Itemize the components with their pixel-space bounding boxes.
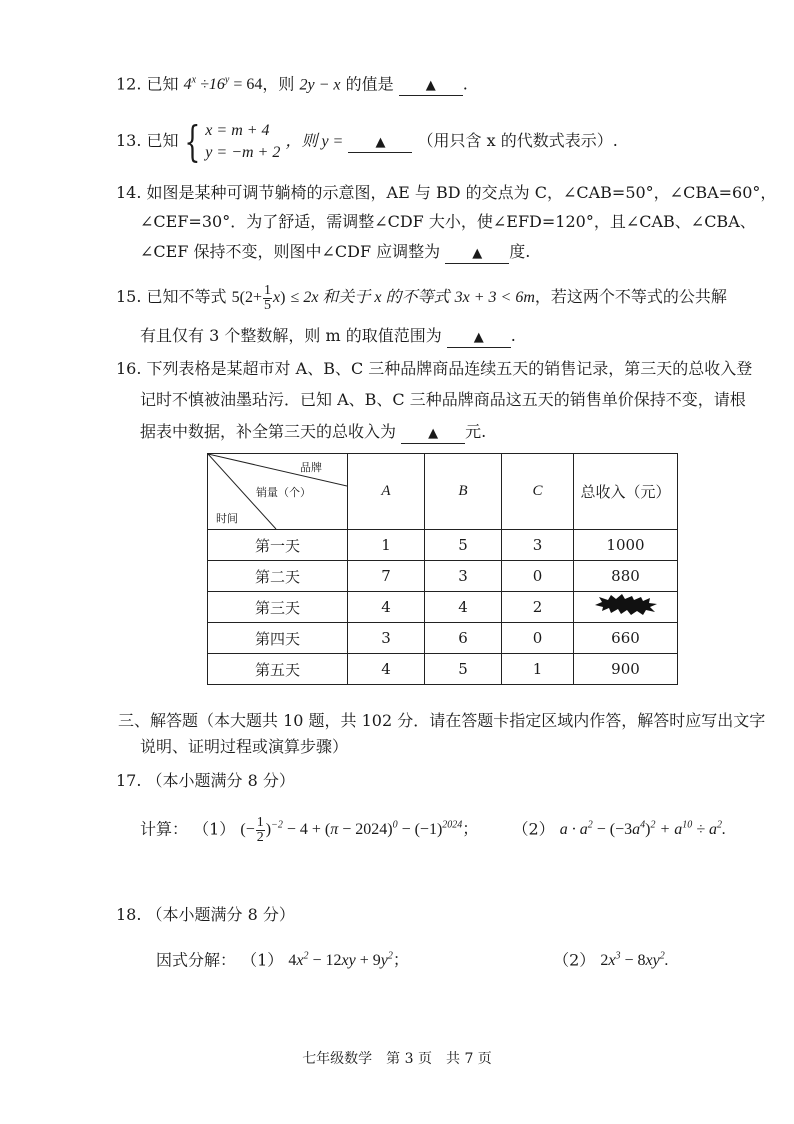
column-header: C [502, 454, 574, 530]
answer-blank[interactable]: ▲ [348, 132, 412, 153]
part-1-label: （1） [241, 950, 284, 970]
day-cell: 第一天 [208, 530, 348, 561]
sales-table [207, 453, 678, 685]
brace-icon: { [183, 116, 200, 166]
expression-1: $4x^2 - 12xy + 9y^2$； [288, 951, 409, 970]
column-header: B [425, 454, 502, 530]
part-2-label: （2） [553, 950, 596, 970]
question-15-line2: 有且仅有 3 个整数解，则 m 的取值范围为 ▲ . [140, 325, 516, 348]
question-16-line3: 据表中数据，补全第三天的总收入为 ▲ 元. [140, 421, 486, 444]
question-number: 18. [116, 905, 142, 924]
question-16-line2: 记时不慎被油墨玷污．已知 A、B、C 三种品牌商品这五天的销售单价保持不变，请根 [140, 390, 746, 409]
question-number: 12. [116, 74, 142, 94]
score-note: （本小题满分 8 分） [146, 771, 295, 790]
question-13: 13. 已知 { x = m + 4 y = −m + 2 ，则 y = ▲ （用只含 x 的代数式表示）. [116, 116, 618, 166]
question-number: 15. [116, 287, 142, 306]
expression: 2y − x [299, 76, 341, 94]
question-15: 15. 已知不等式 5(2+ $\frac{1}{5}$ x) ≤ 2x 和关于 x 的不等式 3x + 3 < 6m，若这两个不等式的公共解 [116, 282, 727, 313]
column-header: A [348, 454, 425, 530]
equation: $4^x \div 16^y = 64$ [183, 75, 263, 94]
header-time: 时间 [216, 512, 238, 525]
equation-system: x = m + 4 y = −m + 2 [205, 121, 281, 161]
inequality-2: 3x + 3 < 6m [454, 289, 535, 306]
expression-2: $2x^3 - 8xy^2$. [600, 951, 669, 970]
question-14-line2: ∠CEF=30°．为了舒适，需调整∠CDF 大小，使∠EFD=120°，且∠CAB、∠CBA、 [140, 212, 756, 231]
table-row: 第五天 4 5 1 900 [208, 654, 678, 685]
question-number: 14. [116, 183, 142, 202]
ink-smudge-cell [574, 592, 678, 623]
question-14-line3: ∠CEF 保持不变，则图中∠CDF 应调整为 ▲ 度. [140, 241, 530, 264]
ink-blot-icon [593, 594, 659, 616]
question-12: 12. 已知 $4^x \div 16^y = 64$，则 2y − x 的值是 ▲ . [116, 70, 468, 96]
day-cell: 第二天 [208, 561, 348, 592]
answer-blank[interactable]: ▲ [447, 327, 511, 348]
header-brand: 品牌 [300, 461, 322, 474]
header-quantity: 销量（个） [256, 486, 311, 499]
question-number: 16. [116, 359, 142, 378]
part-2-label: （2） [512, 819, 555, 839]
answer-blank[interactable]: ▲ [401, 423, 465, 444]
column-header: 总收入（元） [574, 454, 678, 530]
diagonal-header-cell [208, 454, 348, 530]
question-17-body: 计算： （1） (− $\frac{1}{2}$ )$^{-2} - 4 + (\pi - 2024)^0 - (-1)^{2024}$； （2） $a \cdot a^2 - (-3a^4)^2 + a^{10} \div a^2$. [140, 815, 727, 846]
inequality-1: 5(2+ $\frac{1}{5}$ x) [231, 282, 286, 313]
page-footer: 七年级数学 第 3 页 共 7 页 [302, 1051, 492, 1067]
expression-2: $a \cdot a^2 - (-3a^4)^2 + a^{10} \div a^2$. [559, 820, 727, 839]
section-3-heading-line2: 说明、证明过程或演算步骤） [140, 737, 349, 756]
question-14: 14. 如图是某种可调节躺椅的示意图，AE 与 BD 的交点为 C，∠CAB=50°，∠CBA=60°， [116, 183, 777, 202]
score-note: （本小题满分 8 分） [146, 905, 295, 924]
part-1-label: （1） [193, 819, 236, 839]
table-row: 第四天 3 6 0 660 [208, 623, 678, 654]
table-row: 第三天 4 4 2 [208, 592, 678, 623]
table-row: 第一天 1 5 3 1000 [208, 530, 678, 561]
question-number: 17. [116, 771, 142, 790]
section-3-heading: 三、解答题（本大题共 10 题，共 102 分．请在答题卡指定区域内作答，解答时应写出文字 [118, 711, 766, 730]
table-header-row [208, 454, 678, 530]
question-16: 16. 下列表格是某超市对 A、B、C 三种品牌商品连续五天的销售记录，第三天的总收入登 [116, 359, 753, 378]
question-18 [116, 904, 295, 926]
question-number: 13. [116, 131, 142, 150]
answer-blank[interactable]: ▲ [445, 243, 509, 264]
day-cell: 第四天 [208, 623, 348, 654]
table-row: 第二天 7 3 0 880 [208, 561, 678, 592]
question-17 [116, 770, 295, 792]
day-cell: 第三天 [208, 592, 348, 623]
answer-blank[interactable]: ▲ [399, 75, 463, 96]
question-18-body: 因式分解： （1） $4x^2 - 12xy + 9y^2$； （2） $2x^3 - 8xy^2$. [156, 950, 669, 970]
day-cell: 第五天 [208, 654, 348, 685]
expression-1: (− $\frac{1}{2}$ )$^{-2} - 4 + (\pi - 2024)^0 - (-1)^{2024}$； [240, 815, 479, 846]
